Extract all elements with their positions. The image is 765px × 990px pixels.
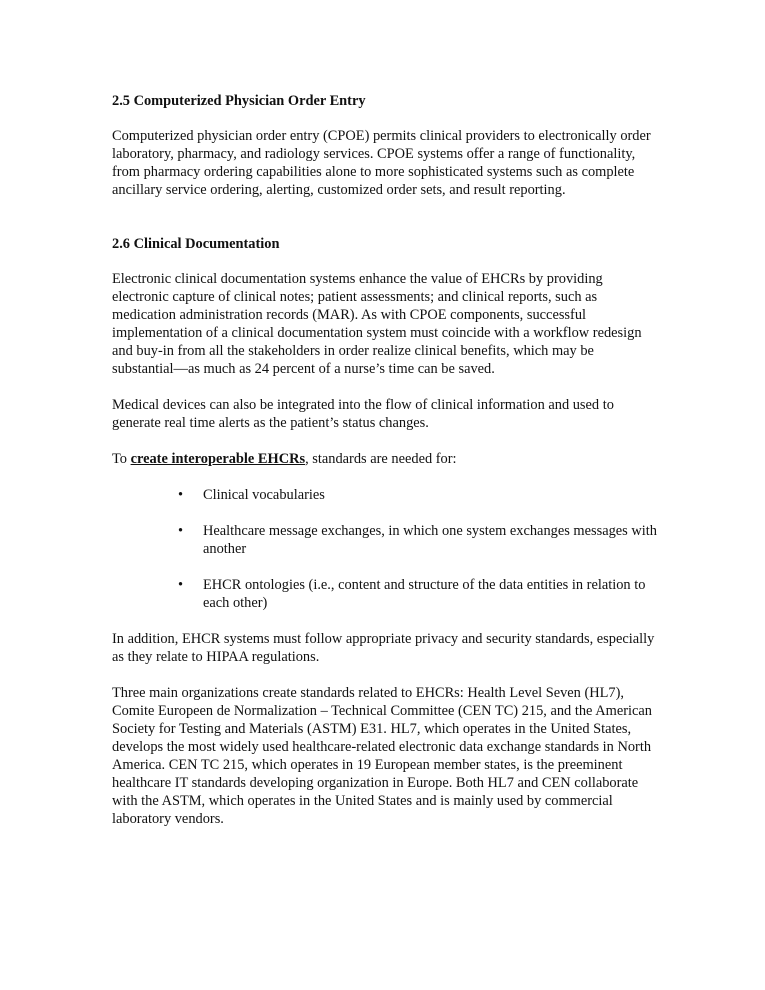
standards-list bbox=[112, 486, 657, 612]
clinical-documentation-paragraph: Electronic clinical documentation systems enhance the value of EHCRs by providing electronic capture of clinical notes; patient assessments; and clinical reports, such as medication administration records (MAR). As with CPOE components, successful implementation of a clinical documentation system must coincide with a workflow redesign and buy-in from all the stakeholders in order realize clinical benefits, which may be substantial—as much as 24 percent of a nurse’s time can be saved. bbox=[112, 271, 642, 377]
list-item-text: Healthcare message exchanges, in which one system exchanges messages with another bbox=[203, 523, 657, 557]
bullet-icon: • bbox=[178, 487, 184, 503]
standards-intro-emphasis: create interoperable EHCRs bbox=[130, 451, 306, 467]
standards-intro-suffix: , standards are needed for: bbox=[305, 451, 457, 467]
privacy-paragraph: In addition, EHCR systems must follow appropriate privacy and security standards, especially as they relate to HIPAA regulations. bbox=[112, 631, 655, 665]
list-item bbox=[178, 576, 657, 612]
bullet-icon: • bbox=[178, 577, 184, 593]
section-heading-cpoe: 2.5 Computerized Physician Order Entry bbox=[112, 93, 366, 109]
list-item bbox=[178, 486, 657, 504]
standards-intro bbox=[112, 450, 657, 468]
section-heading-clinical-documentation: 2.6 Clinical Documentation bbox=[112, 236, 280, 252]
standards-intro-prefix: To bbox=[112, 451, 131, 467]
organizations-paragraph: Three main organizations create standards related to EHCRs: Health Level Seven (HL7), Comite Europeen de Normalization – Technical Committee (CEN TC) 215, and the American Society for Testing and Materials (ASTM) E31. HL7, which operates in the United States, develops the most widely used healthcare-related electronic data exchange standards in North America. CEN TC 215, which operates in 19 European member states, is the preeminent healthcare IT standards developing organization in Europe. Both HL7 and CEN collaborate with the ASTM, which operates in the United States and is mainly used by commercial laboratory vendors. bbox=[112, 685, 652, 827]
list-item-text: EHCR ontologies (i.e., content and structure of the data entities in relation to each other) bbox=[203, 577, 646, 611]
list-item-text: Clinical vocabularies bbox=[203, 487, 325, 503]
document-page bbox=[112, 92, 657, 846]
cpoe-paragraph: Computerized physician order entry (CPOE) permits clinical providers to electronically order laboratory, pharmacy, and radiology services. CPOE systems offer a range of functionality, from pharmacy ordering capabilities alone to more sophisticated systems such as complete ancillary service ordering, alerting, customized order sets, and result reporting. bbox=[112, 128, 651, 198]
list-item bbox=[178, 522, 657, 558]
medical-devices-paragraph: Medical devices can also be integrated into the flow of clinical information and used to generate real time alerts as the patient’s status changes. bbox=[112, 397, 614, 431]
bullet-icon: • bbox=[178, 523, 184, 539]
